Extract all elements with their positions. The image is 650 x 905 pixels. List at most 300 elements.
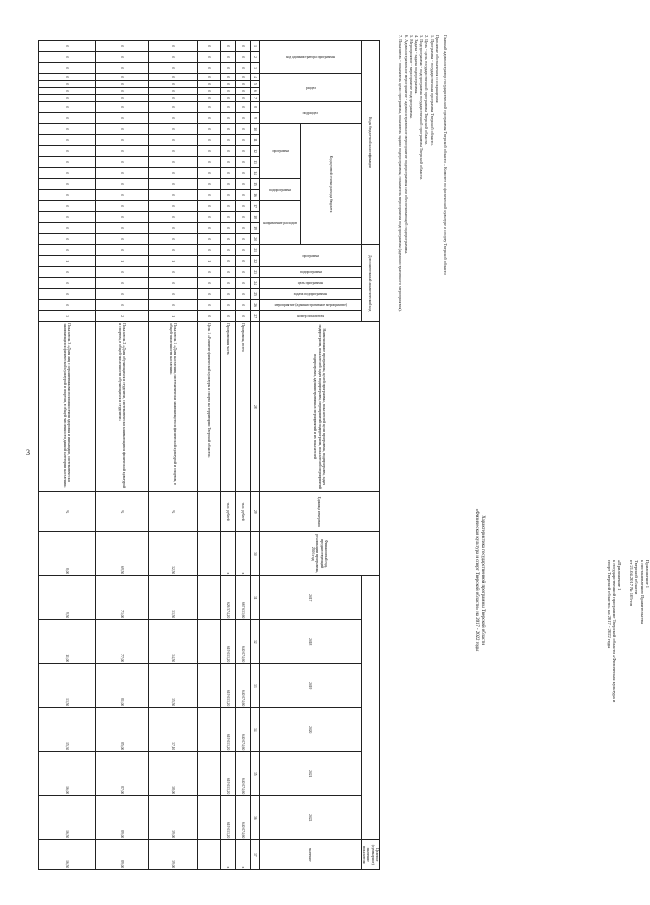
code-digit-cell: 0 <box>39 41 96 52</box>
code-digit-cell: 0 <box>198 52 221 63</box>
row-unit-text: % <box>120 510 124 514</box>
code-digit-cell: 0 <box>221 95 236 102</box>
header-program <box>260 245 362 267</box>
column-number-text: 22 <box>253 259 257 263</box>
table-row <box>198 41 221 870</box>
code-digit-cell: 0 <box>149 223 198 234</box>
row-year-value <box>198 576 221 620</box>
header-subsection-text: подраздел <box>303 110 319 115</box>
code-digit-cell: 0 <box>221 245 236 256</box>
row-year-value-text: 89,00 <box>120 830 124 839</box>
column-number <box>251 52 260 63</box>
row-year-value-text: 15,30 <box>65 742 69 751</box>
code-digit-cell: 0 <box>39 289 96 300</box>
legend-item: 4. Задача - задача подпрограммы. <box>414 35 420 95</box>
header-extra-code <box>361 245 379 322</box>
header-indicator-number <box>260 311 362 322</box>
header-name-text: Наименование программы, целей программы, показателей цели программы, подпрограмм, задач подпрограмм, показателей задач подпрограмм, мероприятий подпрограмм, показателей мероприятий подпрограмм, административных мероприятий и их показателей <box>313 324 327 489</box>
column-number-text: 9 <box>253 117 257 119</box>
code-digit-cell: 0 <box>149 267 198 278</box>
title-line: Характеристика государственной программы Тверской области <box>480 515 485 645</box>
header-direction-text: направление расходов <box>263 220 298 225</box>
code-digit-cell: 0 <box>96 74 149 81</box>
program-characteristics-table <box>38 40 380 870</box>
row-year-value <box>39 576 96 620</box>
code-digit-cell: 0 <box>96 223 149 234</box>
code-digit-cell: 0 <box>149 81 198 88</box>
header-extra-code-text: Дополнительный аналитический код <box>368 255 373 312</box>
code-digit-cell: 1 <box>149 311 198 322</box>
column-number-text: 4 <box>253 76 257 78</box>
legend-item: 3. Подпрограмма - подпрограмма государственной программы Тверской области. <box>419 35 425 181</box>
column-number <box>251 708 260 752</box>
code-digit-cell: 2 <box>96 311 149 322</box>
code-digit-cell: 0 <box>221 102 236 113</box>
header-base-year <box>260 532 380 576</box>
column-number <box>251 212 260 223</box>
code-digit-cell: 1 <box>96 256 149 267</box>
column-number <box>251 135 260 146</box>
code-digit-cell: 0 <box>198 311 221 322</box>
header-admin-code-text: код администратора программы <box>286 55 336 59</box>
code-digit-cell: 0 <box>96 113 149 124</box>
row-year-value-text: 667 633,60 <box>241 602 245 619</box>
row-year-value-text: 87,00 <box>120 786 124 795</box>
approval-line: спорт Тверской области» на 2017 - 2022 годы <box>606 560 612 649</box>
code-digit-cell: 0 <box>221 289 236 300</box>
column-number <box>251 179 260 190</box>
code-digit-cell: 0 <box>221 52 236 63</box>
legend-item: 6. Административное мероприятие - административное мероприятие подпрограммы или обеспечивающей подпрограммы. <box>403 35 409 255</box>
row-year-value <box>39 752 96 796</box>
code-digit-cell: 0 <box>39 179 96 190</box>
row-year-value <box>96 752 149 796</box>
row-year-value <box>149 620 198 664</box>
code-digit-cell: 0 <box>96 212 149 223</box>
code-digit-cell: 0 <box>236 88 251 95</box>
code-digit-cell: 0 <box>221 311 236 322</box>
code-digit-cell: 0 <box>198 190 221 201</box>
code-digit-cell: 0 <box>149 95 198 102</box>
code-digit-cell: 0 <box>39 146 96 157</box>
header-unit-text: Единица измерения <box>317 496 322 527</box>
column-number <box>251 74 260 81</box>
row-base-year-value <box>198 532 221 576</box>
code-digit-cell: 0 <box>198 223 221 234</box>
column-number <box>251 576 260 620</box>
code-digit-cell: 0 <box>236 278 251 289</box>
row-year-value-text: 9,50 <box>65 611 69 619</box>
header-subsection <box>260 102 362 124</box>
row-name <box>236 322 251 492</box>
column-number-text: 29 <box>253 509 257 514</box>
column-number-text: 17 <box>253 204 257 208</box>
column-number-text: 10 <box>253 127 257 131</box>
row-year-value <box>198 708 221 752</box>
row-year-value-text: 640 074,60 <box>241 822 245 839</box>
code-digit-cell: 0 <box>236 179 251 190</box>
code-digit-cell: 0 <box>236 124 251 135</box>
column-number-text: 16 <box>253 193 257 197</box>
code-digit-cell: 0 <box>198 102 221 113</box>
column-number <box>251 796 260 840</box>
row-year-value-text: 39,00 <box>171 830 175 839</box>
row-year-value <box>221 752 236 796</box>
code-digit-cell: 0 <box>236 311 251 322</box>
code-digit-cell: 0 <box>96 135 149 146</box>
header-budget-codes-text: Коды бюджетной классификации <box>368 117 373 169</box>
column-number <box>251 620 260 664</box>
code-digit-cell: 0 <box>39 212 96 223</box>
header-year <box>260 708 362 752</box>
row-year-value-text: 16,50 <box>65 830 69 839</box>
row-final-value <box>96 840 149 870</box>
column-number-text: 18 <box>253 215 257 219</box>
code-digit-cell: 0 <box>236 223 251 234</box>
column-number <box>251 88 260 95</box>
code-digit-cell: 0 <box>198 234 221 245</box>
title-line: «Физическая культура и спорт Тверской области» на 2017 - 2022 годы <box>474 508 480 652</box>
row-year-value <box>149 796 198 840</box>
row-unit <box>149 492 198 532</box>
code-digit-cell: 0 <box>221 179 236 190</box>
header-year <box>260 664 362 708</box>
header-year-text: 2021 <box>308 770 313 778</box>
row-year-value <box>236 752 251 796</box>
code-digit-cell: 0 <box>198 157 221 168</box>
code-digit-cell: 0 <box>149 179 198 190</box>
code-digit-cell: 0 <box>236 102 251 113</box>
column-number <box>251 201 260 212</box>
row-year-value <box>96 620 149 664</box>
row-final-value-text: x <box>226 866 230 869</box>
row-base-year-value <box>149 532 198 576</box>
code-digit-cell: 0 <box>221 88 236 95</box>
row-final-value-text: 39,00 <box>171 860 175 869</box>
row-year-value <box>39 708 96 752</box>
row-final-value-text: x <box>241 866 245 869</box>
approval-line: Приложение 1 <box>645 560 650 589</box>
row-year-value-text: 37,10 <box>171 742 175 751</box>
header-budget-codes <box>361 41 379 245</box>
row-base-year-value-text: x <box>226 572 230 575</box>
row-name-text: Программная часть <box>226 323 231 355</box>
code-digit-cell: 0 <box>221 278 236 289</box>
column-number-text: 20 <box>253 237 257 241</box>
code-digit-cell: 0 <box>39 278 96 289</box>
header-event <box>260 300 362 311</box>
column-number-text: 11 <box>253 138 257 142</box>
row-unit-text: тыс. рублей <box>241 502 245 521</box>
row-base-year-value-text: 69,50 <box>120 566 124 575</box>
row-name <box>39 322 96 492</box>
code-digit-cell: 0 <box>96 278 149 289</box>
code-digit-cell: 0 <box>198 278 221 289</box>
column-number <box>251 267 260 278</box>
code-digit-cell: 0 <box>198 245 221 256</box>
column-number <box>251 124 260 135</box>
column-number <box>251 278 260 289</box>
row-year-value <box>39 620 96 664</box>
row-final-value-text: 89,00 <box>120 860 124 869</box>
row-unit <box>96 492 149 532</box>
column-number <box>251 311 260 322</box>
row-year-value <box>149 708 198 752</box>
code-digit-cell: 0 <box>236 113 251 124</box>
row-final-value <box>221 840 236 870</box>
row-year-value <box>221 576 236 620</box>
approval-block <box>606 560 650 702</box>
approval-line: Тверской области <box>634 560 640 595</box>
row-name <box>149 322 198 492</box>
column-number-text: 5 <box>253 83 257 85</box>
row-year-value <box>149 576 198 620</box>
code-digit-cell: 0 <box>221 234 236 245</box>
code-digit-cell: 0 <box>198 113 221 124</box>
column-number <box>251 102 260 113</box>
code-digit-cell: 0 <box>198 135 221 146</box>
row-unit <box>198 492 221 532</box>
row-year-value-text: 13,50 <box>65 698 69 707</box>
column-number-text: 21 <box>253 248 257 252</box>
code-digit-cell: 0 <box>221 74 236 81</box>
header-direction <box>260 201 301 245</box>
column-number <box>251 664 260 708</box>
approval-line: «Приложение 1 <box>617 560 623 591</box>
code-digit-cell: 0 <box>96 88 149 95</box>
code-digit-cell: 0 <box>198 179 221 190</box>
code-digit-cell: 0 <box>221 223 236 234</box>
code-digit-cell: 0 <box>221 41 236 52</box>
column-number <box>251 234 260 245</box>
code-digit-cell: 0 <box>149 63 198 74</box>
code-digit-cell: 0 <box>96 201 149 212</box>
header-task <box>260 289 362 300</box>
row-name-text: Показатель 3 «Доля лиц с ограниченными возможностями здоровья и инвалидов, систематически занимающихся физической культурой и спортом, в общей численности данной категории населения» <box>63 323 72 488</box>
code-digit-cell: 0 <box>198 88 221 95</box>
column-number-text: 24 <box>253 281 257 285</box>
code-digit-cell: 0 <box>198 201 221 212</box>
header-year-text: 2019 <box>308 682 313 690</box>
header-admin-code <box>260 41 362 74</box>
row-base-year-value <box>236 532 251 576</box>
row-year-value-text: 35,50 <box>171 698 175 707</box>
column-number <box>251 752 260 796</box>
column-number-text: 8 <box>253 106 257 108</box>
row-name-text: Показатель 1 «Доля населения, систематически занимающегося физической культурой и спортом, в общей численности населения» <box>169 323 178 485</box>
row-year-value <box>96 664 149 708</box>
code-digit-cell: 0 <box>39 81 96 88</box>
column-number-text: 34 <box>253 727 257 732</box>
code-digit-cell: 0 <box>149 102 198 113</box>
row-year-value <box>149 664 198 708</box>
header-final-value-col-text: значение <box>308 847 313 862</box>
column-number <box>251 168 260 179</box>
header-year-text: 2022 <box>308 814 313 822</box>
row-year-value <box>236 620 251 664</box>
header-final-value-text: Целевое (суммарное) значение показателя <box>361 844 379 865</box>
code-digit-cell: 0 <box>149 52 198 63</box>
column-number-text: 13 <box>253 160 257 164</box>
header-name <box>260 322 380 492</box>
code-digit-cell: 0 <box>149 245 198 256</box>
legend-item: 2. Цель - цель государственной программы Тверской области. <box>424 35 430 146</box>
code-digit-cell: 0 <box>39 267 96 278</box>
code-digit-cell: 0 <box>39 63 96 74</box>
column-number-text: 19 <box>253 226 257 230</box>
header-year-text: 2018 <box>308 638 313 646</box>
row-base-year-value <box>96 532 149 576</box>
code-digit-cell: 0 <box>236 157 251 168</box>
approval-line: от 21.04.2017 № 105-пп <box>628 560 634 607</box>
row-year-value-text: 34,50 <box>171 654 175 663</box>
code-digit-cell: 0 <box>39 95 96 102</box>
column-number-text: 2 <box>253 56 257 58</box>
code-digit-cell: 0 <box>39 74 96 81</box>
row-year-value <box>221 664 236 708</box>
row-base-year-value <box>39 532 96 576</box>
code-digit-cell: 0 <box>236 146 251 157</box>
code-digit-cell: 0 <box>149 41 198 52</box>
code-digit-cell: 0 <box>236 245 251 256</box>
code-digit-cell: 0 <box>236 289 251 300</box>
code-digit-cell: 0 <box>39 124 96 135</box>
code-digit-cell: 0 <box>236 168 251 179</box>
code-digit-cell: 0 <box>39 135 96 146</box>
legend-block <box>397 35 447 312</box>
row-final-value <box>236 840 251 870</box>
column-number <box>251 322 260 492</box>
row-final-value-text: 16,50 <box>65 860 69 869</box>
row-year-value-text: 619 013,20 <box>226 778 230 795</box>
code-digit-cell: 0 <box>39 52 96 63</box>
header-target-program <box>260 124 301 179</box>
code-digit-cell: 0 <box>221 63 236 74</box>
column-number <box>251 223 260 234</box>
row-year-value-text: 33,50 <box>171 610 175 619</box>
column-number-text: 27 <box>253 314 257 318</box>
code-digit-cell: 0 <box>149 88 198 95</box>
header-target-code <box>301 124 362 245</box>
code-digit-cell: 0 <box>236 95 251 102</box>
legend-item: 5. Мероприятие - мероприятие подпрограммы. <box>408 35 414 119</box>
column-number-text: 12 <box>253 149 257 153</box>
code-digit-cell: 0 <box>221 113 236 124</box>
row-unit-text: % <box>65 510 69 514</box>
code-digit-cell: 0 <box>39 201 96 212</box>
code-digit-cell: 0 <box>198 41 221 52</box>
header-program-text: программа <box>302 253 320 258</box>
row-year-value <box>221 620 236 664</box>
code-digit-cell: 0 <box>96 300 149 311</box>
column-number-text: 15 <box>253 182 257 186</box>
legend-item: 7. Показатель - показатель цели программы, показатель задачи подпрограммы, показатель мероприятия подпрограммы (административного мероприятия). <box>398 35 404 312</box>
code-digit-cell: 0 <box>96 52 149 63</box>
code-digit-cell: 0 <box>96 168 149 179</box>
column-number-row <box>251 41 260 870</box>
row-final-value <box>149 840 198 870</box>
code-digit-cell: 0 <box>198 81 221 88</box>
approval-line: к постановлению Правительства <box>639 560 645 624</box>
row-year-value <box>221 796 236 840</box>
code-digit-cell: 1 <box>198 256 221 267</box>
row-base-year-value-text: 8,00 <box>65 567 69 575</box>
code-digit-cell: 1 <box>39 256 96 267</box>
column-number <box>251 41 260 52</box>
column-number-text: 25 <box>253 292 257 296</box>
code-digit-cell: 0 <box>236 212 251 223</box>
code-digit-cell: 0 <box>96 95 149 102</box>
code-digit-cell: 0 <box>236 81 251 88</box>
table-row <box>221 41 236 870</box>
code-digit-cell: 0 <box>198 168 221 179</box>
header-year <box>260 620 362 664</box>
code-digit-cell: 0 <box>198 63 221 74</box>
column-number-text: 37 <box>253 852 257 857</box>
row-year-value-text: 626 574,20 <box>226 602 230 619</box>
code-digit-cell: 0 <box>96 63 149 74</box>
row-name <box>198 322 221 492</box>
column-number-text: 1 <box>253 45 257 47</box>
code-digit-cell: 0 <box>149 201 198 212</box>
legend-heading: Принятые обозначения и сокращения: <box>434 35 440 104</box>
header-goal-text: цель программы <box>298 281 324 286</box>
row-year-value-text: 85,00 <box>120 742 124 751</box>
code-digit-cell: 0 <box>221 168 236 179</box>
code-digit-cell: 0 <box>39 102 96 113</box>
code-digit-cell: 0 <box>149 146 198 157</box>
row-base-year-value-text: 32,50 <box>171 566 175 575</box>
code-digit-cell: 0 <box>149 74 198 81</box>
code-digit-cell: 0 <box>221 146 236 157</box>
column-number <box>251 113 260 124</box>
code-digit-cell: 0 <box>221 267 236 278</box>
header-target-subprogram-text: подпрограмма <box>269 187 292 192</box>
column-number-text: 30 <box>253 551 257 556</box>
header-target-code-text: Код целевой статьи расхода бюджета <box>328 155 333 213</box>
row-year-value <box>96 576 149 620</box>
code-digit-cell: 0 <box>236 52 251 63</box>
code-digit-cell: 0 <box>96 124 149 135</box>
code-digit-cell: 0 <box>96 41 149 52</box>
header-years-group <box>361 576 379 840</box>
row-year-value-text: 640 074,60 <box>241 778 245 795</box>
code-digit-cell: 0 <box>198 124 221 135</box>
code-digit-cell: 0 <box>149 168 198 179</box>
table-row <box>39 41 96 870</box>
column-number <box>251 157 260 168</box>
header-year <box>260 752 362 796</box>
row-unit-text: % <box>171 510 175 514</box>
column-number <box>251 300 260 311</box>
row-year-value <box>236 576 251 620</box>
code-digit-cell: 0 <box>236 256 251 267</box>
column-number-text: 35 <box>253 771 257 776</box>
column-number-text: 33 <box>253 683 257 688</box>
document-title <box>474 370 485 790</box>
column-number-text: 7 <box>253 97 257 99</box>
row-base-year-value <box>221 532 236 576</box>
code-digit-cell: 0 <box>236 41 251 52</box>
code-digit-cell: 0 <box>236 234 251 245</box>
row-year-value <box>198 620 221 664</box>
code-digit-cell: 0 <box>198 212 221 223</box>
page-number: 3 <box>26 448 30 457</box>
code-digit-cell: 0 <box>198 289 221 300</box>
row-name-text: Цель 1 «Развитие физической культуры и спорта на территории Тверской области» <box>207 323 212 458</box>
code-digit-cell: 0 <box>221 300 236 311</box>
code-digit-cell: 0 <box>96 190 149 201</box>
